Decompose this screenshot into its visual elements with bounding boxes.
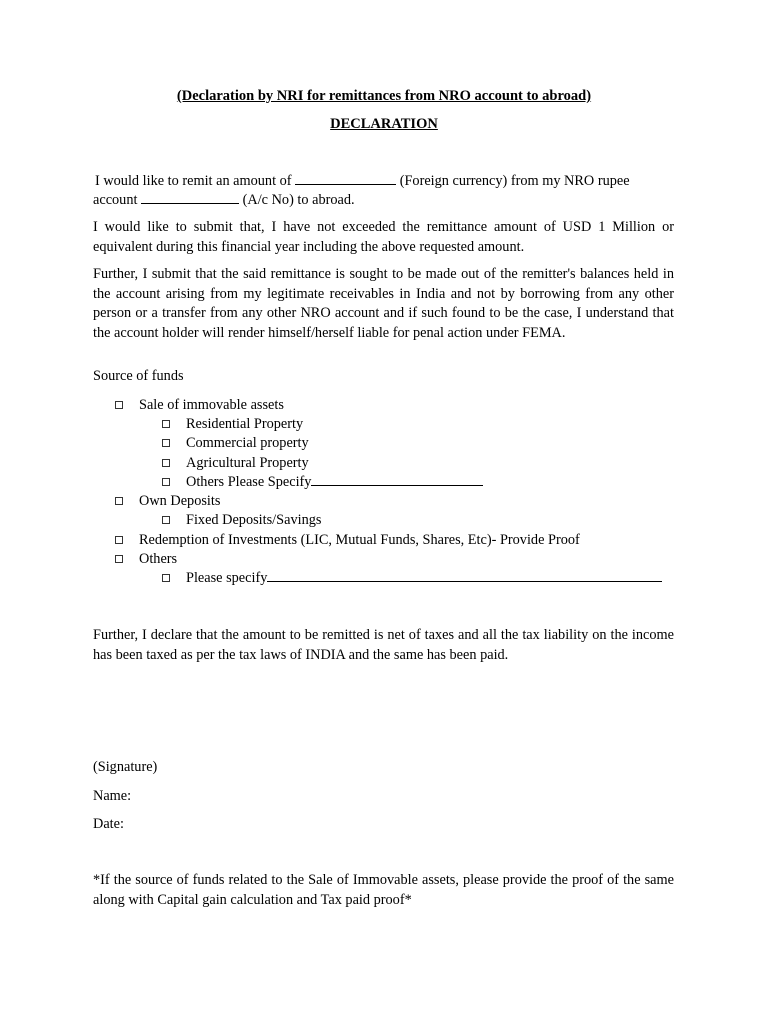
date-label: Date: [93, 816, 124, 832]
account-abroad-text: (A/c No) to abroad. [242, 192, 355, 208]
checkbox-please-specify[interactable] [162, 574, 170, 582]
checkbox-redemption[interactable] [115, 536, 123, 544]
source-fixed-deposits: Fixed Deposits/Savings [186, 512, 322, 528]
foreign-currency-text: (Foreign currency) from my NRO rupee [399, 173, 630, 189]
checkbox-immovable-assets[interactable] [115, 401, 123, 409]
footnote: *If the source of funds related to the Sale of Immovable assets, please provide the proof of the same along with Capital gain calculation and Tax paid proof* [93, 872, 674, 908]
source-own-deposits: Own Deposits [139, 493, 221, 509]
source-commercial: Commercial property [186, 435, 309, 451]
declaration-heading: DECLARATION [330, 116, 438, 132]
net-of-taxes-paragraph: Further, I declare that the amount to be remitted is net of taxes and all the tax liability on the income has been taxed as per the tax laws of INDIA and the same has been paid. [93, 627, 674, 663]
remit-amount-line [95, 172, 630, 192]
name-label: Name: [93, 788, 132, 804]
checkbox-others[interactable] [115, 555, 123, 563]
checkbox-commercial[interactable] [162, 439, 170, 447]
legitimate-receivables-paragraph: Further, I submit that the said remittance is sought to be made out of the remitter's balances held in the account arising from my legitimate receivables in India and not by borrowing from any other person or a transfer from any other NRO account and if such found to be the case, I understand that the account holder will render himself/herself liable for penal action under FEMA. [93, 266, 674, 341]
signature-label: (Signature) [93, 759, 158, 775]
remittance-limit-paragraph: I would like to submit that, I have not exceeded the remittance amount of USD 1 Million or equivalent during this financial year including the above requested amount. [93, 219, 674, 255]
others-specify-blank[interactable] [311, 473, 483, 486]
account-number-blank[interactable] [141, 191, 239, 204]
document-title: (Declaration by NRI for remittances from NRO account to abroad) [176, 88, 592, 104]
please-specify-blank[interactable] [267, 569, 662, 582]
remit-amount-text: I would like to remit an amount of [95, 173, 292, 189]
checkbox-residential[interactable] [162, 420, 170, 428]
amount-blank[interactable] [295, 172, 396, 185]
source-others: Others [139, 551, 178, 567]
source-residential: Residential Property [186, 416, 304, 432]
please-specify-label: Please specify [186, 570, 268, 586]
source-redemption: Redemption of Investments (LIC, Mutual Funds, Shares, Etc)- Provide Proof [139, 532, 580, 548]
account-text: account [93, 192, 138, 208]
source-please-specify [186, 569, 662, 589]
account-line [93, 191, 355, 211]
checkbox-own-deposits[interactable] [115, 497, 123, 505]
checkbox-agricultural[interactable] [162, 459, 170, 467]
others-specify-label: Others Please Specify [186, 474, 312, 490]
checkbox-others-specify[interactable] [162, 478, 170, 486]
source-of-funds-label: Source of funds [93, 368, 184, 384]
source-others-specify [186, 473, 483, 493]
checkbox-fixed-deposits[interactable] [162, 516, 170, 524]
source-immovable-assets: Sale of immovable assets [139, 397, 284, 413]
source-agricultural: Agricultural Property [186, 455, 309, 471]
